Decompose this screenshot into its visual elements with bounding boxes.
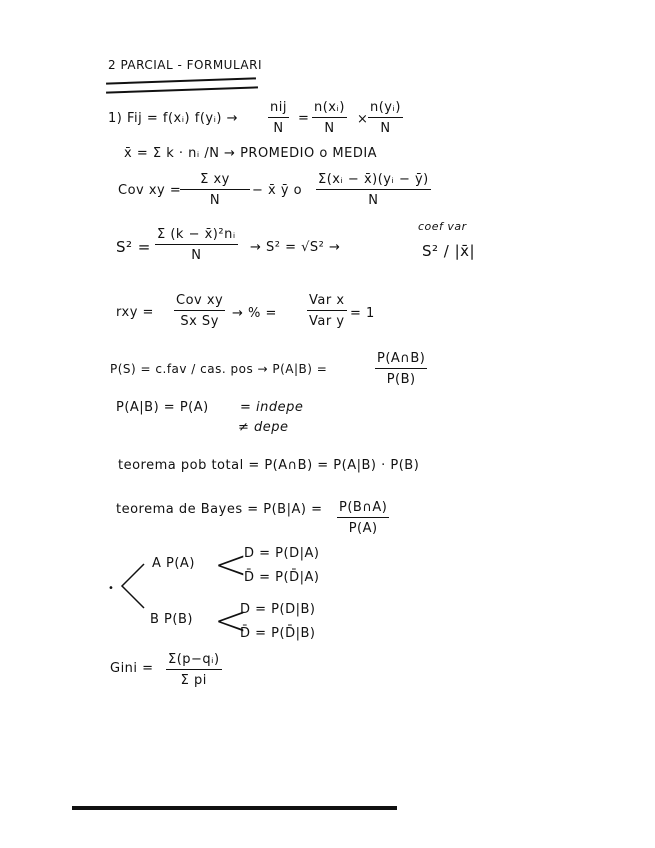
equals-sign: = — [298, 111, 310, 126]
fraction-numerator: Σ xy — [180, 172, 250, 190]
formula-5-middle: → % = — [232, 306, 277, 321]
fraction-numerator: P(B∩A) — [337, 500, 389, 518]
dependent-label: ≠ depe — [238, 420, 289, 435]
formula-1-fraction-1 — [268, 100, 289, 136]
fraction-denominator: N — [368, 193, 379, 208]
gini-lhs: Gini = — [110, 661, 154, 676]
formula-3-middle: − x̄ ȳ o — [252, 183, 303, 198]
formula-3-lhs: Cov xy = — [118, 183, 182, 198]
fraction-numerator: Σ(p−qᵢ) — [166, 652, 222, 670]
formula-3-fraction-1 — [180, 172, 250, 208]
formula-5-fraction-2 — [307, 293, 347, 329]
formula-5-fraction-1 — [174, 293, 225, 329]
title-underline-2 — [106, 86, 258, 93]
fraction-numerator: Σ (k − x̄)²nᵢ — [155, 227, 238, 245]
formula-5-tail: = 1 — [350, 306, 375, 321]
bottom-scan-line — [72, 806, 397, 810]
tree-a-d: D = P(D|A) — [244, 546, 320, 561]
fraction-denominator: Σ pi — [180, 673, 207, 688]
page-title: 2 PARCIAL - FORMULARI — [108, 58, 263, 72]
fraction-numerator: n(xᵢ) — [312, 100, 347, 118]
tree-root-branches — [118, 562, 148, 612]
tree-a-dbar: D̄ = P(D̄|A) — [244, 570, 320, 585]
fraction-numerator: P(A∩B) — [375, 351, 427, 369]
gini-fraction — [166, 652, 222, 688]
tree-b-dbar: D̄ = P(D̄|B) — [240, 626, 316, 641]
times-sign: × — [357, 112, 369, 127]
tree-branch-b: B P(B) — [150, 612, 193, 627]
formula-4-fraction — [155, 227, 238, 263]
independent-label: = indepe — [240, 400, 304, 415]
coef-var-label: coef var — [418, 220, 467, 233]
fraction-denominator: N — [273, 121, 284, 136]
fraction-numerator: n(yᵢ) — [368, 100, 403, 118]
formula-6-lhs: P(S) = c.fav / cas. pos → P(A|B) = — [110, 362, 328, 376]
fraction-numerator: Var x — [307, 293, 347, 311]
tree-branch-a: A P(A) — [152, 556, 195, 571]
formula-3-fraction-2 — [316, 172, 431, 208]
formula-1-fraction-2 — [312, 100, 347, 136]
formula-7-lhs: P(A|B) = P(A) — [116, 400, 209, 415]
tree-root-dot: • — [108, 583, 115, 594]
fraction-denominator: P(A) — [348, 521, 378, 536]
fraction-denominator: N — [191, 248, 202, 263]
fraction-denominator: P(B) — [386, 372, 416, 387]
formula-4-middle: → S² = √S² → — [250, 240, 341, 255]
fraction-denominator: Var y — [309, 314, 345, 329]
tree-branch-a-bracket: < — [214, 542, 248, 588]
formula-1-label: 1) Fij = f(xᵢ) f(yᵢ) → — [108, 111, 239, 126]
formula-5-lhs: rxy = — [116, 305, 154, 320]
formula-4-lhs: S² = — [116, 238, 151, 256]
formula-9-fraction — [337, 500, 389, 536]
formula-6-fraction — [375, 351, 427, 387]
fraction-numerator: nij — [268, 100, 289, 118]
formula-1-fraction-3 — [368, 100, 403, 136]
coef-var-value: S² / |x̄| — [422, 242, 476, 260]
formula-mean: x̄ = Σ k · nᵢ /N → PROMEDIO o MEDIA — [124, 146, 378, 161]
fraction-denominator: N — [380, 121, 391, 136]
fraction-denominator: N — [209, 193, 221, 208]
formula-9-lhs: teorema de Bayes = P(B|A) = — [116, 502, 323, 517]
fraction-denominator: Sx Sy — [180, 314, 219, 329]
title-underline-1 — [106, 77, 256, 84]
fraction-numerator: Cov xy — [174, 293, 225, 311]
fraction-numerator: Σ(xᵢ − x̄)(yᵢ − ȳ) — [316, 172, 431, 190]
formula-total-probability: teorema pob total = P(A∩B) = P(A|B) · P(B) — [118, 458, 420, 473]
tree-branch-b-bracket: < — [214, 598, 248, 644]
tree-b-d: D = P(D|B) — [240, 602, 316, 617]
fraction-denominator: N — [324, 121, 335, 136]
